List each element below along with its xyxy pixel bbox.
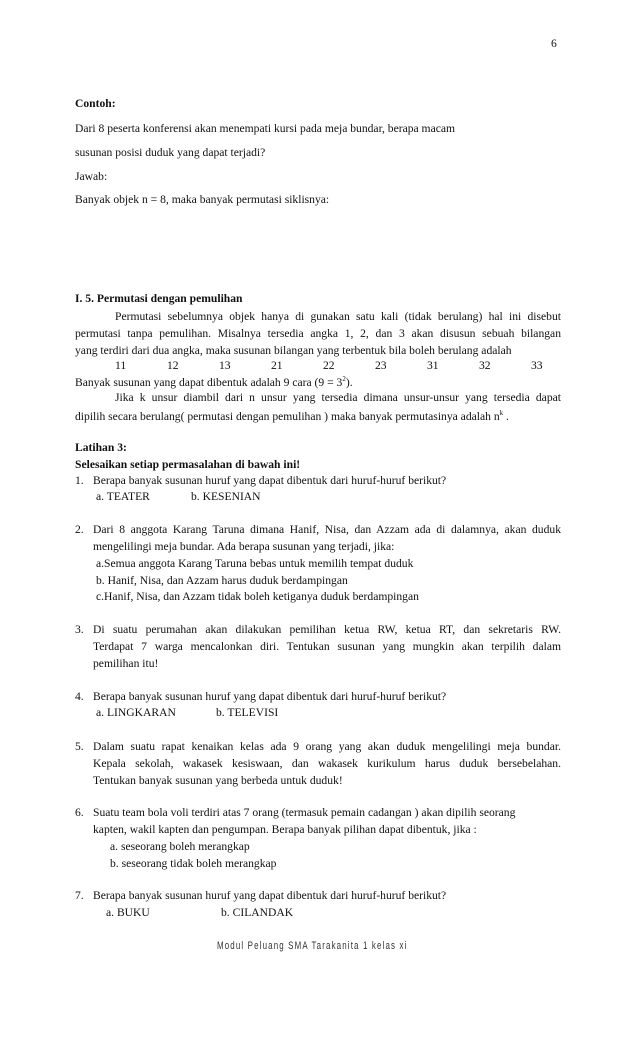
q2-number: 2. (75, 523, 84, 536)
q6-line1: Suatu team bola voli terdiri atas 7 orang (termasuk pemain cadangan ) akan dipilih seorang (93, 806, 516, 819)
number-item: 31 (427, 359, 439, 372)
number-item: 21 (271, 359, 283, 372)
latihan-instruction: Selesaikan setiap permasalahan di bawah ini! (75, 458, 301, 471)
contoh-question-line2: susunan posisi duduk yang dapat terjadi? (75, 146, 266, 159)
q3-number: 3. (75, 623, 84, 636)
contoh-heading: Contoh: (75, 97, 116, 110)
q7-text: Berapa banyak susunan huruf yang dapat dibentuk dari huruf-huruf berikut? (93, 889, 447, 902)
q4-option-b: b. TELEVISI (216, 706, 279, 719)
q1-option-a: a. TEATER (96, 490, 150, 503)
q1-option-b: b. KESENIAN (191, 490, 261, 503)
q6-option-b: b. seseorang tidak boleh merangkap (110, 857, 277, 870)
q7-option-b: b. CILANDAK (221, 906, 294, 919)
page-footer: Modul Peluang SMA Tarakanita 1 kelas xi (217, 940, 408, 952)
q6-number: 6. (75, 806, 84, 819)
latihan-heading: Latihan 3: (75, 441, 127, 454)
q2-option-a: a.Semua anggota Karang Taruna bebas untuk memilih tempat duduk (96, 557, 414, 570)
number-item: 32 (479, 359, 491, 372)
contoh-jawab: Jawab: (75, 170, 108, 183)
number-item: 33 (531, 359, 543, 372)
number-item: 11 (115, 359, 127, 372)
number-item: 22 (323, 359, 335, 372)
q3-line2: Terdapat 7 warga mencalonkan diri. Tentukan susunan yang mungkin akan terpilih dalam (93, 640, 561, 653)
section-p2-line1: Jika k unsur diambil dari n unsur yang tersedia dimana unsur-unsur yang tersedia dapat (115, 391, 561, 404)
number-item: 12 (167, 359, 179, 372)
section-p2-line2: dipilih secara berulang( permutasi dengan pemulihan ) maka banyak permutasinya adalah $n^k$ . (75, 409, 509, 423)
number-list (115, 359, 583, 373)
q7-option-a: a. BUKU (106, 906, 150, 919)
q1-text: Berapa banyak susunan huruf yang dapat dibentuk dari huruf-huruf berikut? (93, 474, 447, 487)
q3-line3: pemilihan itu! (93, 657, 159, 670)
q4-option-a: a. LINGKARAN (96, 706, 176, 719)
section-count: Banyak susunan yang dapat dibentuk adalah 9 cara $(9 = 3^2)$. (75, 375, 353, 389)
q4-text: Berapa banyak susunan huruf yang dapat dibentuk dari huruf-huruf berikut? (93, 690, 447, 703)
q5-number: 5. (75, 740, 84, 753)
q5-line1: Dalam suatu rapat kenaikan kelas ada 9 orang yang akan duduk mengelilingi meja bundar. (93, 740, 561, 753)
q2-option-c: c.Hanif, Nisa, dan Azzam tidak boleh ketiganya duduk berdampingan (96, 590, 419, 603)
section-p1-line1: Permutasi sebelumnya objek hanya di gunakan satu kali (tidak berulang) hal ini disebut (115, 310, 561, 323)
section-p1-line3: yang terdiri dari dua angka, maka susunan bilangan yang terbentuk bila boleh berulang adalah (75, 344, 512, 357)
page-number: 6 (551, 37, 557, 50)
q5-line3: Tentukan banyak susunan yang berbeda untuk duduk! (93, 774, 343, 787)
contoh-answer: Banyak objek n = 8, maka banyak permutasi siklisnya: (75, 193, 330, 206)
q6-line2: kapten, wakil kapten dan pengumpan. Berapa banyak pilihan dapat dibentuk, jika : (93, 823, 477, 836)
k-exponent: k (499, 409, 504, 417)
q5-line2: Kepala sekolah, wakasek kesiswaan, dan wakasek kurikulum harus duduk bersebelahan. (93, 757, 561, 770)
section-p1-line2: permutasi tanpa pemulihan. Misalnya tersedia angka 1, 2, dan 3 akan disusun sebuah bilangan (75, 327, 561, 340)
q6-option-a: a. seseorang boleh merangkap (110, 840, 250, 853)
q2-option-b: b. Hanif, Nisa, dan Azzam harus duduk berdampingan (96, 574, 348, 587)
q1-number: 1. (75, 474, 84, 487)
q4-number: 4. (75, 690, 84, 703)
q2-line1: Dari 8 anggota Karang Taruna dimana Hanif, Nisa, dan Azzam ada di dalamnya, akan duduk (93, 523, 561, 536)
number-item: 23 (375, 359, 387, 372)
q7-number: 7. (75, 889, 84, 902)
contoh-question-line1: Dari 8 peserta konferensi akan menempati kursi pada meja bundar, berapa macam (75, 122, 456, 135)
q2-line2: mengelilingi meja bundar. Ada berapa susunan yang terjadi, jika: (93, 540, 395, 553)
section-heading: I. 5. Permutasi dengan pemulihan (75, 292, 243, 305)
q3-line1: Di suatu perumahan akan dilakukan pemilihan ketua RW, ketua RT, dan sekretaris RW. (93, 623, 561, 636)
count-exponent: 2 (342, 375, 346, 383)
number-item: 13 (219, 359, 231, 372)
